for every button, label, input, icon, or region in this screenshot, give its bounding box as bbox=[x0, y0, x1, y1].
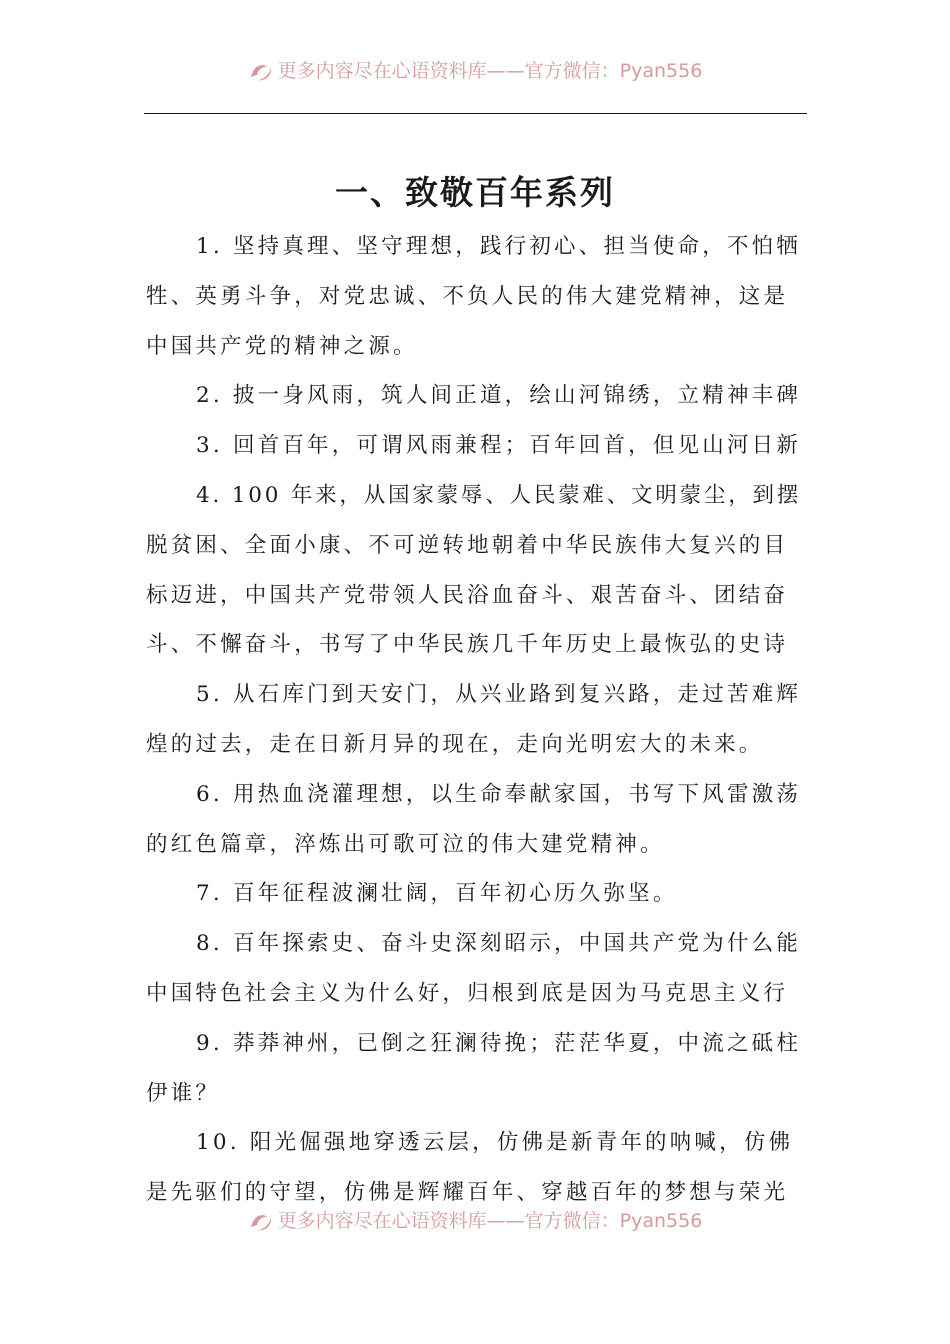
paragraph-4 bbox=[146, 471, 806, 670]
paragraph-2 bbox=[146, 371, 806, 421]
text-line: 斗、不懈奋斗，书写了中华民族几千年历史上最恢弘的史诗 bbox=[146, 632, 789, 658]
paragraph-7 bbox=[146, 869, 806, 919]
watermark-logo-icon bbox=[248, 1211, 274, 1233]
text-line: 脱贫困、全面小康、不可逆转地朝着中华民族伟大复兴的目 bbox=[146, 532, 789, 558]
watermark-logo-icon bbox=[248, 61, 274, 83]
text-line: 4. 100 年来，从国家蒙辱、人民蒙难、文明蒙尘，到摆 bbox=[196, 482, 802, 508]
text-line: 标迈进，中国共产党带领人民浴血奋斗、艰苦奋斗、团结奋 bbox=[146, 582, 789, 608]
text-line: 3. 回首百年，可谓风雨兼程；百年回首，但见山河日新 bbox=[196, 433, 802, 459]
text-line: 1. 坚持真理、坚守理想，践行初心、担当使命，不怕牺 bbox=[196, 234, 802, 259]
footer-watermark bbox=[0, 1206, 950, 1236]
text-line: 煌的过去，走在日新月异的现在，走向光明宏大的未来。 bbox=[146, 731, 764, 757]
paragraph-8 bbox=[146, 919, 806, 1019]
header-rule bbox=[144, 113, 807, 114]
paragraph-9 bbox=[146, 1019, 806, 1119]
text-line: 牲、英勇斗争，对党忠诚、不负人民的伟大建党精神，这是 bbox=[146, 283, 789, 309]
text-line: 是先驱们的守望，仿佛是辉耀百年、穿越百年的梦想与荣光 bbox=[146, 1180, 789, 1206]
document-body bbox=[146, 222, 806, 1218]
text-line: 中国共产党的精神之源。 bbox=[146, 333, 418, 359]
text-line: 中国特色社会主义为什么好，归根到底是因为马克思主义行 bbox=[146, 980, 789, 1006]
page-title: 一、致敬百年系列 bbox=[335, 173, 615, 212]
text-line: 7. 百年征程波澜壮阔，百年初心历久弥坚。 bbox=[196, 881, 678, 907]
text-line: 5. 从石库门到天安门，从兴业路到复兴路，走过苦难辉 bbox=[196, 682, 802, 708]
text-line: 9. 莽莽神州，已倒之狂澜待挽；茫茫华夏，中流之砥柱 bbox=[196, 1030, 802, 1056]
paragraph-3 bbox=[146, 421, 806, 471]
text-line: 2. 披一身风雨，筑人间正道，绘山河锦绣，立精神丰碑 bbox=[196, 383, 802, 409]
text-line: 的红色篇章，淬炼出可歌可泣的伟大建党精神。 bbox=[146, 831, 665, 857]
paragraph-6 bbox=[146, 770, 806, 870]
text-line: 伊谁？ bbox=[146, 1080, 221, 1106]
text-line: 8. 百年探索史、奋斗史深刻昭示，中国共产党为什么能 bbox=[196, 931, 802, 957]
watermark-text: 更多内容尽在心语资料库——官方微信：Pyan556 bbox=[277, 1210, 703, 1232]
watermark-text: 更多内容尽在心语资料库——官方微信：Pyan556 bbox=[277, 60, 703, 82]
text-line: 10. 阳光倔强地穿透云层，仿佛是新青年的呐喊，仿佛 bbox=[196, 1130, 794, 1156]
header-watermark bbox=[0, 56, 950, 86]
text-line: 6. 用热血浇灌理想，以生命奉献家国，书写下风雷激荡 bbox=[196, 781, 802, 807]
paragraph-10 bbox=[146, 1118, 806, 1218]
paragraph-5 bbox=[146, 670, 806, 770]
paragraph-1 bbox=[146, 222, 806, 371]
